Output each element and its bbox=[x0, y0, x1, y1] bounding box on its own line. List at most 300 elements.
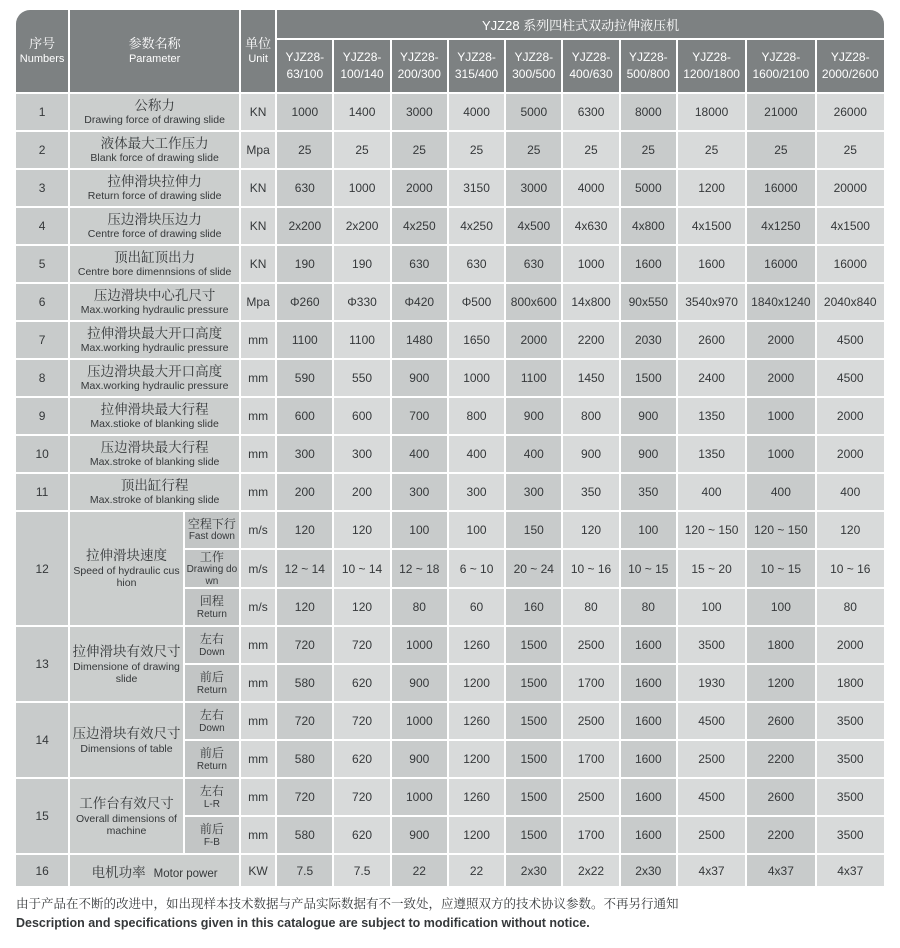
value-cell: 2600 bbox=[747, 703, 814, 739]
value-cell: 720 bbox=[277, 779, 332, 815]
row-number: 14 bbox=[16, 703, 68, 777]
value-cell: 25 bbox=[678, 132, 745, 168]
value-cell: 14x800 bbox=[563, 284, 618, 320]
parameter-zh: 压边滑块压边力 bbox=[107, 211, 202, 227]
value-cell: 1500 bbox=[506, 665, 561, 701]
value-cell: 900 bbox=[392, 665, 447, 701]
table-row bbox=[16, 170, 884, 206]
unit-cell: mm bbox=[241, 322, 275, 358]
parameter-zh: 压边滑块中心孔尺寸 bbox=[93, 287, 216, 303]
value-cell: 630 bbox=[277, 170, 332, 206]
sub-parameter-zh: 左右 bbox=[199, 708, 224, 723]
value-cell: 1600 bbox=[621, 703, 676, 739]
value-cell: 4x37 bbox=[747, 855, 814, 886]
row-number: 4 bbox=[16, 208, 68, 244]
value-cell: 4500 bbox=[678, 703, 745, 739]
model-line1: YJZ28- bbox=[571, 49, 611, 64]
value-cell: 2x30 bbox=[621, 855, 676, 886]
value-cell: 1840x1240 bbox=[747, 284, 814, 320]
parameter-cell bbox=[70, 94, 239, 130]
value-cell: 720 bbox=[277, 703, 332, 739]
value-cell: 1000 bbox=[392, 779, 447, 815]
row-number: 11 bbox=[16, 474, 68, 510]
value-cell: 350 bbox=[621, 474, 676, 510]
parameter-en: Max.working hydraulic pressure bbox=[80, 380, 229, 393]
value-cell: 20000 bbox=[817, 170, 884, 206]
value-cell: 10 ~ 16 bbox=[563, 550, 618, 587]
value-cell: 120 bbox=[817, 512, 884, 548]
value-cell: 1000 bbox=[277, 94, 332, 130]
model-header bbox=[506, 40, 561, 92]
sub-parameter-en: L-R bbox=[203, 798, 220, 810]
sub-parameter-zh: 左右 bbox=[199, 784, 224, 799]
parameter-cell bbox=[70, 398, 239, 434]
parameter-cell bbox=[70, 436, 239, 472]
value-cell: 800x600 bbox=[506, 284, 561, 320]
parameter-zh: 拉伸滑块拉伸力 bbox=[107, 173, 202, 189]
parameter-cell bbox=[70, 170, 239, 206]
sub-parameter-cell bbox=[185, 703, 239, 739]
value-cell: 900 bbox=[392, 817, 447, 853]
value-cell: 20 ~ 24 bbox=[506, 550, 561, 587]
value-cell: 1600 bbox=[621, 817, 676, 853]
model-line2: 63/100 bbox=[286, 67, 324, 81]
parameter-en: Max.stroke of blanking slide bbox=[89, 494, 220, 507]
sub-parameter-zh: 空程下行 bbox=[187, 517, 236, 532]
value-cell: 400 bbox=[747, 474, 814, 510]
model-line2: 2000/2600 bbox=[821, 67, 879, 81]
model-line2: 200/300 bbox=[397, 67, 441, 81]
value-cell: 1480 bbox=[392, 322, 447, 358]
sub-parameter-en: Return bbox=[196, 608, 227, 620]
value-cell: 2x22 bbox=[563, 855, 618, 886]
parameter-zh: 压边滑块最大开口高度 bbox=[87, 363, 223, 379]
sub-parameter-cell bbox=[185, 741, 239, 777]
header-parameter-en: Parameter bbox=[128, 52, 181, 65]
model-header bbox=[392, 40, 447, 92]
value-cell: 2500 bbox=[563, 779, 618, 815]
value-cell: 12 ~ 14 bbox=[277, 550, 332, 587]
sub-parameter-cell bbox=[185, 665, 239, 701]
value-cell: Φ330 bbox=[334, 284, 389, 320]
value-cell: 1500 bbox=[621, 360, 676, 396]
parameter-en: Motor power bbox=[153, 867, 218, 880]
value-cell: 25 bbox=[506, 132, 561, 168]
table-header bbox=[16, 10, 884, 92]
value-cell: 800 bbox=[449, 398, 504, 434]
row-number: 5 bbox=[16, 246, 68, 282]
sub-parameter-zh: 前后 bbox=[199, 670, 224, 685]
header-numbers bbox=[16, 10, 68, 92]
model-line2: 100/140 bbox=[340, 67, 384, 81]
table-row bbox=[16, 855, 884, 886]
value-cell: 2000 bbox=[747, 322, 814, 358]
parameter-en: Dimensions of table bbox=[80, 742, 173, 755]
parameter-zh: 拉伸滑块速度 bbox=[85, 548, 167, 564]
value-cell: 720 bbox=[334, 779, 389, 815]
sub-parameter-en: Return bbox=[196, 760, 227, 772]
value-cell: 630 bbox=[449, 246, 504, 282]
value-cell: 4x250 bbox=[392, 208, 447, 244]
parameter-zh: 液体最大工作压力 bbox=[100, 135, 209, 151]
value-cell: 2200 bbox=[563, 322, 618, 358]
unit-cell: mm bbox=[241, 398, 275, 434]
value-cell: 3000 bbox=[506, 170, 561, 206]
value-cell: 620 bbox=[334, 665, 389, 701]
value-cell: 4x1250 bbox=[747, 208, 814, 244]
header-numbers-en: Numbers bbox=[19, 52, 65, 65]
value-cell: 3500 bbox=[817, 703, 884, 739]
table-row bbox=[16, 627, 884, 663]
value-cell: 300 bbox=[334, 436, 389, 472]
unit-cell: Mpa bbox=[241, 284, 275, 320]
row-number: 9 bbox=[16, 398, 68, 434]
value-cell: 100 bbox=[747, 589, 814, 625]
parameter-cell bbox=[70, 627, 183, 701]
sub-parameter-cell bbox=[185, 512, 239, 548]
value-cell: 10 ~ 14 bbox=[334, 550, 389, 587]
value-cell: 400 bbox=[817, 474, 884, 510]
model-line2: 315/400 bbox=[454, 67, 499, 81]
value-cell: 1600 bbox=[621, 741, 676, 777]
unit-cell: mm bbox=[241, 436, 275, 472]
value-cell: 18000 bbox=[678, 94, 745, 130]
value-cell: 1000 bbox=[449, 360, 504, 396]
unit-cell: mm bbox=[241, 627, 275, 663]
parameter-cell bbox=[70, 512, 183, 625]
sub-parameter-en: Fast down bbox=[188, 531, 235, 543]
row-number: 12 bbox=[16, 512, 68, 625]
value-cell: 900 bbox=[621, 398, 676, 434]
unit-cell: Mpa bbox=[241, 132, 275, 168]
sub-parameter-cell bbox=[185, 627, 239, 663]
value-cell: 25 bbox=[563, 132, 618, 168]
table-row bbox=[16, 246, 884, 282]
value-cell: 2600 bbox=[678, 322, 745, 358]
value-cell: 1700 bbox=[563, 665, 618, 701]
value-cell: 1600 bbox=[678, 246, 745, 282]
value-cell: 90x550 bbox=[621, 284, 676, 320]
table-row bbox=[16, 360, 884, 396]
value-cell: 80 bbox=[817, 589, 884, 625]
row-number: 15 bbox=[16, 779, 68, 853]
parameter-en: Max.stroke of blanking slide bbox=[89, 456, 220, 469]
sub-parameter-cell bbox=[185, 589, 239, 625]
model-header bbox=[563, 40, 618, 92]
parameter-zh: 压边滑块最大行程 bbox=[100, 439, 209, 455]
value-cell: 6300 bbox=[563, 94, 618, 130]
value-cell: 4500 bbox=[817, 322, 884, 358]
value-cell: 1450 bbox=[563, 360, 618, 396]
parameter-zh: 拉伸滑块最大行程 bbox=[100, 401, 209, 417]
value-cell: 4x630 bbox=[563, 208, 618, 244]
value-cell: 2030 bbox=[621, 322, 676, 358]
spec-table bbox=[14, 8, 886, 888]
model-line2: 1200/1800 bbox=[683, 67, 740, 81]
model-header bbox=[449, 40, 504, 92]
unit-cell: mm bbox=[241, 741, 275, 777]
value-cell: 3500 bbox=[817, 779, 884, 815]
model-line2: 500/800 bbox=[626, 67, 670, 81]
value-cell: 100 bbox=[678, 589, 745, 625]
table-row bbox=[16, 132, 884, 168]
value-cell: 1500 bbox=[506, 817, 561, 853]
value-cell: 3000 bbox=[392, 94, 447, 130]
value-cell: 10 ~ 16 bbox=[817, 550, 884, 587]
value-cell: 900 bbox=[621, 436, 676, 472]
value-cell: 1500 bbox=[506, 703, 561, 739]
value-cell: 580 bbox=[277, 665, 332, 701]
value-cell: 400 bbox=[506, 436, 561, 472]
value-cell: 2000 bbox=[506, 322, 561, 358]
value-cell: 580 bbox=[277, 817, 332, 853]
model-header bbox=[747, 40, 814, 92]
unit-cell: KW bbox=[241, 855, 275, 886]
value-cell: 1350 bbox=[678, 398, 745, 434]
value-cell: 2000 bbox=[817, 436, 884, 472]
unit-cell: m/s bbox=[241, 589, 275, 625]
model-line1: YJZ28- bbox=[628, 49, 668, 64]
value-cell: 2040x840 bbox=[817, 284, 884, 320]
value-cell: 630 bbox=[392, 246, 447, 282]
value-cell: 2400 bbox=[678, 360, 745, 396]
value-cell: 400 bbox=[392, 436, 447, 472]
value-cell: 160 bbox=[506, 589, 561, 625]
value-cell: 4x800 bbox=[621, 208, 676, 244]
parameter-cell bbox=[70, 474, 239, 510]
sub-parameter-zh: 左右 bbox=[199, 632, 224, 647]
row-number: 10 bbox=[16, 436, 68, 472]
parameter-zh: 公称力 bbox=[134, 97, 175, 113]
unit-cell: KN bbox=[241, 208, 275, 244]
value-cell: 100 bbox=[392, 512, 447, 548]
value-cell: 25 bbox=[392, 132, 447, 168]
value-cell: 25 bbox=[747, 132, 814, 168]
model-header bbox=[817, 40, 884, 92]
value-cell: 720 bbox=[277, 627, 332, 663]
unit-cell: mm bbox=[241, 703, 275, 739]
value-cell: 4500 bbox=[678, 779, 745, 815]
value-cell: 2x200 bbox=[277, 208, 332, 244]
table-row bbox=[16, 322, 884, 358]
value-cell: 5000 bbox=[621, 170, 676, 206]
value-cell: 1350 bbox=[678, 436, 745, 472]
value-cell: 620 bbox=[334, 817, 389, 853]
parameter-cell bbox=[70, 322, 239, 358]
value-cell: 350 bbox=[563, 474, 618, 510]
value-cell: 1000 bbox=[334, 170, 389, 206]
value-cell: 7.5 bbox=[334, 855, 389, 886]
value-cell: 100 bbox=[449, 512, 504, 548]
sub-parameter-cell bbox=[185, 779, 239, 815]
value-cell: 2500 bbox=[563, 627, 618, 663]
value-cell: 120 ~ 150 bbox=[678, 512, 745, 548]
value-cell: 1260 bbox=[449, 627, 504, 663]
value-cell: 190 bbox=[334, 246, 389, 282]
value-cell: 1000 bbox=[747, 398, 814, 434]
model-line1: YJZ28- bbox=[692, 49, 731, 64]
parameter-zh: 拉伸滑块最大开口高度 bbox=[87, 325, 223, 341]
parameter-en: Return force of drawing slide bbox=[87, 190, 222, 203]
value-cell: 100 bbox=[621, 512, 676, 548]
value-cell: 80 bbox=[563, 589, 618, 625]
model-line1: YJZ28- bbox=[285, 49, 325, 64]
value-cell: 900 bbox=[392, 741, 447, 777]
value-cell: 3500 bbox=[678, 627, 745, 663]
sub-parameter-zh: 工作 bbox=[199, 550, 224, 564]
value-cell: 12 ~ 18 bbox=[392, 550, 447, 587]
value-cell: 16000 bbox=[817, 246, 884, 282]
value-cell: 15 ~ 20 bbox=[678, 550, 745, 587]
table-row bbox=[16, 208, 884, 244]
table-row bbox=[16, 436, 884, 472]
header-unit-en: Unit bbox=[248, 52, 268, 65]
value-cell: 1200 bbox=[449, 665, 504, 701]
value-cell: 200 bbox=[277, 474, 332, 510]
value-cell: 800 bbox=[563, 398, 618, 434]
value-cell: 1200 bbox=[747, 665, 814, 701]
value-cell: 900 bbox=[563, 436, 618, 472]
value-cell: 150 bbox=[506, 512, 561, 548]
value-cell: 120 bbox=[563, 512, 618, 548]
table-row bbox=[16, 703, 884, 739]
sub-parameter-zh: 回程 bbox=[199, 594, 224, 609]
parameter-cell bbox=[70, 703, 183, 777]
header-numbers-zh: 序号 bbox=[29, 36, 56, 52]
sub-parameter-en: Down bbox=[199, 646, 225, 658]
value-cell: 25 bbox=[277, 132, 332, 168]
unit-cell: KN bbox=[241, 246, 275, 282]
parameter-en: Drawing force of drawing slide bbox=[84, 114, 225, 127]
value-cell: 80 bbox=[392, 589, 447, 625]
parameter-cell bbox=[70, 208, 239, 244]
value-cell: 1800 bbox=[747, 627, 814, 663]
row-number: 1 bbox=[16, 94, 68, 130]
value-cell: 1000 bbox=[392, 627, 447, 663]
value-cell: 1000 bbox=[747, 436, 814, 472]
sub-parameter-en: F-B bbox=[203, 836, 220, 848]
value-cell: 10 ~ 15 bbox=[621, 550, 676, 587]
value-cell: 22 bbox=[449, 855, 504, 886]
value-cell: 1600 bbox=[621, 779, 676, 815]
value-cell: 60 bbox=[449, 589, 504, 625]
parameter-en: Blank force of drawing slide bbox=[90, 152, 219, 165]
value-cell: 1100 bbox=[334, 322, 389, 358]
value-cell: 300 bbox=[506, 474, 561, 510]
value-cell: 200 bbox=[334, 474, 389, 510]
unit-cell: KN bbox=[241, 170, 275, 206]
value-cell: 1600 bbox=[621, 665, 676, 701]
value-cell: 1500 bbox=[506, 779, 561, 815]
value-cell: 120 bbox=[334, 512, 389, 548]
value-cell: 26000 bbox=[817, 94, 884, 130]
value-cell: 1930 bbox=[678, 665, 745, 701]
value-cell: 4x250 bbox=[449, 208, 504, 244]
value-cell: 1260 bbox=[449, 779, 504, 815]
parameter-en: Centre force of drawing slide bbox=[87, 228, 222, 241]
unit-cell: KN bbox=[241, 94, 275, 130]
table-row bbox=[16, 512, 884, 548]
value-cell: 620 bbox=[334, 741, 389, 777]
value-cell: 2x200 bbox=[334, 208, 389, 244]
value-cell: 3500 bbox=[817, 817, 884, 853]
value-cell: 600 bbox=[277, 398, 332, 434]
value-cell: 2x30 bbox=[506, 855, 561, 886]
value-cell: 1700 bbox=[563, 817, 618, 853]
model-line2: 1600/2100 bbox=[752, 67, 810, 81]
value-cell: 4x500 bbox=[506, 208, 561, 244]
value-cell: 300 bbox=[277, 436, 332, 472]
model-header bbox=[277, 40, 332, 92]
value-cell: 400 bbox=[678, 474, 745, 510]
table-row bbox=[16, 284, 884, 320]
value-cell: 2000 bbox=[747, 360, 814, 396]
parameter-zh: 顶出缸顶出力 bbox=[114, 249, 196, 265]
value-cell: 1500 bbox=[506, 741, 561, 777]
parameter-zh: 工作台有效尺寸 bbox=[79, 795, 174, 811]
value-cell: 900 bbox=[506, 398, 561, 434]
value-cell: 120 ~ 150 bbox=[747, 512, 814, 548]
model-line1: YJZ28- bbox=[342, 49, 382, 64]
value-cell: 4x37 bbox=[817, 855, 884, 886]
unit-cell: mm bbox=[241, 360, 275, 396]
parameter-zh: 压边滑块有效尺寸 bbox=[72, 725, 181, 741]
value-cell: 25 bbox=[817, 132, 884, 168]
sub-parameter-zh: 前后 bbox=[199, 822, 224, 837]
unit-cell: mm bbox=[241, 779, 275, 815]
value-cell: Φ420 bbox=[392, 284, 447, 320]
unit-cell: mm bbox=[241, 665, 275, 701]
unit-cell: m/s bbox=[241, 512, 275, 548]
value-cell: 1000 bbox=[392, 703, 447, 739]
value-cell: 80 bbox=[621, 589, 676, 625]
value-cell: 580 bbox=[277, 741, 332, 777]
value-cell: 2500 bbox=[678, 817, 745, 853]
value-cell: 2500 bbox=[563, 703, 618, 739]
value-cell: 1100 bbox=[506, 360, 561, 396]
value-cell: 900 bbox=[392, 360, 447, 396]
value-cell: 720 bbox=[334, 627, 389, 663]
value-cell: 120 bbox=[277, 512, 332, 548]
table-row bbox=[16, 398, 884, 434]
value-cell: 1400 bbox=[334, 94, 389, 130]
value-cell: 120 bbox=[334, 589, 389, 625]
footer-note bbox=[16, 895, 886, 931]
value-cell: 4x1500 bbox=[678, 208, 745, 244]
value-cell: 4x37 bbox=[678, 855, 745, 886]
value-cell: 720 bbox=[334, 703, 389, 739]
sub-parameter-zh: 前后 bbox=[199, 746, 224, 761]
parameter-en: Max.stioke of blanking slide bbox=[90, 418, 219, 431]
value-cell: 16000 bbox=[747, 246, 814, 282]
value-cell: 630 bbox=[506, 246, 561, 282]
value-cell: 1800 bbox=[817, 665, 884, 701]
value-cell: 2200 bbox=[747, 741, 814, 777]
sub-parameter-cell bbox=[185, 817, 239, 853]
model-header bbox=[334, 40, 389, 92]
value-cell: 400 bbox=[449, 436, 504, 472]
value-cell: 2000 bbox=[817, 627, 884, 663]
row-number: 13 bbox=[16, 627, 68, 701]
value-cell: 1600 bbox=[621, 627, 676, 663]
parameter-cell bbox=[70, 360, 239, 396]
value-cell: 600 bbox=[334, 398, 389, 434]
parameter-en: Speed of hydraulic cushion bbox=[73, 565, 180, 590]
value-cell: 2000 bbox=[392, 170, 447, 206]
value-cell: 8000 bbox=[621, 94, 676, 130]
parameter-zh: 电机功率 bbox=[91, 864, 146, 880]
parameter-cell bbox=[70, 779, 183, 853]
